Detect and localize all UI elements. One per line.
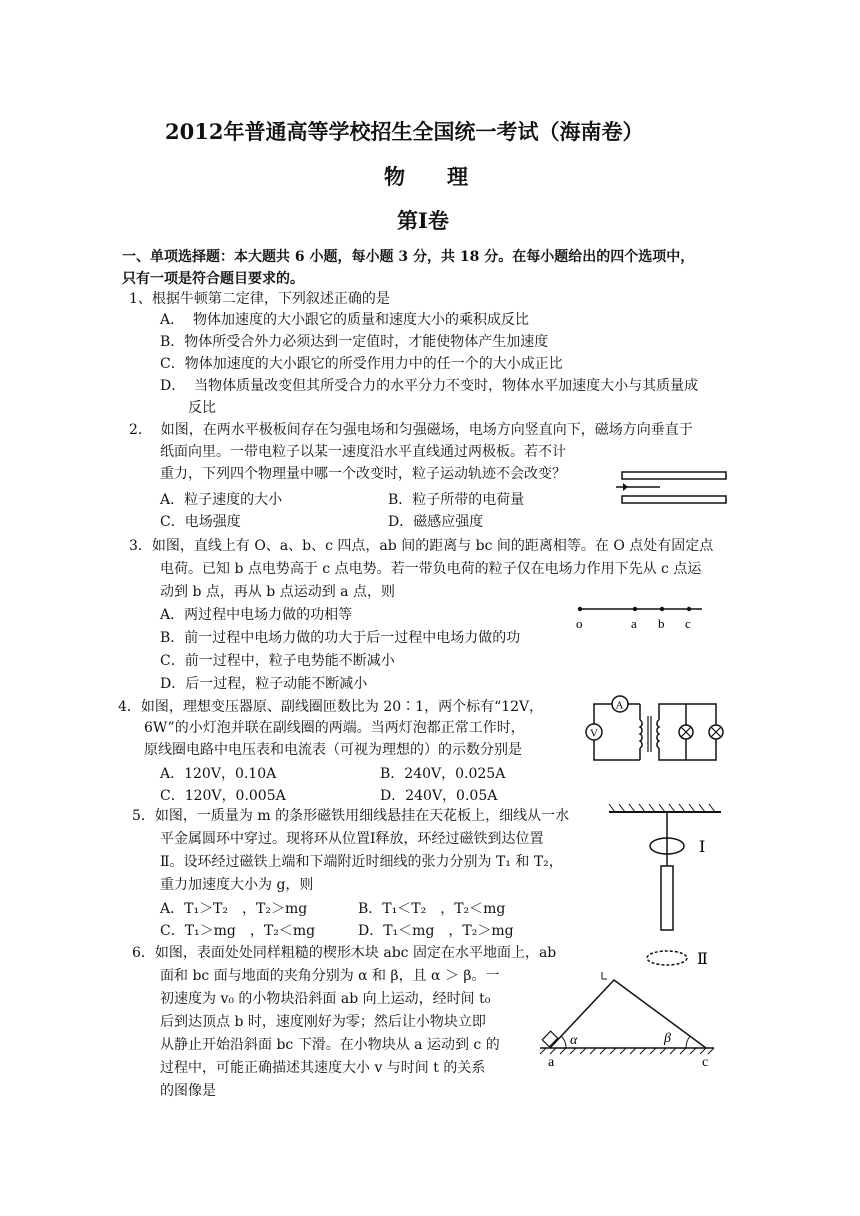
q5-option-a: A．T₁＞T₂ ，T₂＞mg	[160, 901, 308, 917]
q2-option-a: A．粒子速度的大小	[160, 492, 283, 508]
q6-stem-line6: 过程中，可能正确描述其速度大小 v 与时间 t 的关系	[160, 1060, 486, 1076]
q6-label-beta: β	[664, 1031, 671, 1046]
q6-stem-line7: 的图像是	[160, 1083, 216, 1099]
q2-stem-line2: 纸面向里。一带电粒子以某一速度沿水平直线通过两极板。若不计	[160, 444, 566, 460]
q3-option-a: A．两过程中电场力做的功相等	[160, 607, 353, 623]
q4-option-c: C．120V，0.005A	[160, 788, 286, 804]
q3-option-d: D．后一过程，粒子动能不断减小	[160, 676, 368, 692]
q6-label-c: c	[702, 1055, 709, 1070]
q3-label-a: a	[631, 616, 637, 631]
q4-option-d: D．240V，0.05A	[380, 788, 498, 804]
q2-plates-figure	[614, 470, 732, 510]
q5-magnet-ring-figure	[605, 808, 725, 968]
q5-stem-line4: 重力加速度大小为 g，则	[160, 877, 314, 893]
q2-option-d: D．磁感应强度	[388, 514, 484, 530]
q4-ammeter-label: A	[615, 699, 624, 712]
q2-option-c: C．电场强度	[160, 514, 241, 530]
q4-voltmeter-label: V	[590, 727, 598, 740]
q2-stem-line1: 2． 如图，在两水平极板间存在匀强电场和匀强磁场，电场方向竖直向下，磁场方向垂直于	[129, 422, 693, 438]
q5-stem-line3: Ⅱ。设环经过磁铁上端和下端附近时细线的张力分别为 T₁ 和 T₂，	[160, 854, 563, 870]
q4-option-b: B．240V，0.025A	[380, 766, 506, 782]
q4-stem-line3: 原线圈电路中电压表和电流表（可视为理想的）的示数分别是	[144, 742, 522, 758]
q6-stem-line4: 后到达顶点 b 时，速度刚好为零；然后让小物块立即	[160, 1014, 486, 1030]
q3-stem-line1: 3．如图，直线上有 O、a、b、c 四点，ab 间的距离与 bc 间的距离相等。在 O 点处有固定点	[129, 538, 714, 554]
q3-stem-line3: 动到 b 点，再从 b 点运动到 a 点，则	[160, 584, 395, 600]
q3-label-o: o	[576, 616, 583, 631]
q3-label-b: b	[658, 616, 665, 631]
q3-stem-line2: 电荷。已知 b 点电势高于 c 点电势。若一带负电荷的粒子仅在电场力作用下先从 c 点运	[160, 561, 702, 577]
q1-option-d: D． 当物体质量改变但其所受合力的水平分力不变时，物体水平加速度大小与其质量成	[160, 378, 699, 394]
q5-option-c: C．T₁＞mg ，T₂＜mg	[160, 923, 316, 939]
q2-stem-line3: 重力，下列四个物理量中哪一个改变时，粒子运动轨迹不会改变？	[160, 466, 566, 482]
q6-label-a: a	[548, 1055, 555, 1070]
q1-option-a: A． 物体加速度的大小跟它的质量和速度大小的乘积成反比	[160, 312, 530, 328]
q5-label-position-2: Ⅱ	[697, 951, 708, 968]
q5-label-position-1: Ⅰ	[699, 839, 706, 856]
q3-label-c: c	[685, 616, 691, 631]
q6-stem-line3: 初速度为 v₀ 的小物块沿斜面 ab 向上运动，经时间 t₀	[160, 991, 491, 1007]
subject-title: 物 理	[384, 164, 468, 189]
q3-line-points-figure	[572, 600, 712, 632]
q1-option-d-cont: 反比	[188, 400, 216, 416]
q6-stem-line2: 面和 bc 面与地面的夹角分别为 α 和 β，且 α ＞ β。一	[160, 968, 500, 984]
q6-stem-line5: 从静止开始沿斜面 bc 下滑。在小物块从 a 运动到 c 的	[160, 1037, 500, 1053]
q3-option-b: B．前一过程中电场力做的功大于后一过程中电场力做的功	[160, 630, 521, 646]
section-intro-line2: 只有一项是符合题目要求的。	[122, 271, 304, 287]
q3-option-c: C．前一过程中，粒子电势能不断减小	[160, 653, 395, 669]
q5-stem-line2: 平金属圆环中穿过。现将环从位置Ⅰ释放，环经过磁铁到达位置	[160, 831, 544, 847]
q4-stem-line1: 4．如图，理想变压器原、副线圈匝数比为 20∶1，两个标有“12V，	[118, 699, 544, 715]
q1-stem: 1、根据牛顿第二定律，下列叙述正确的是	[129, 291, 390, 307]
q1-option-b: B．物体所受合外力必须达到一定值时，才能使物体产生加速度	[160, 334, 549, 350]
exam-title: 2012年普通高等学校招生全国统一考试（海南卷）	[165, 119, 644, 144]
q5-stem-line1: 5．如图，一质量为 m 的条形磁铁用细线悬挂在天花板上，细线从一水	[132, 808, 570, 824]
q5-option-b: B．T₁＜T₂ ，T₂＜mg	[358, 901, 506, 917]
volume-title: 第Ⅰ卷	[397, 208, 449, 233]
q1-option-c: C．物体加速度的大小跟它的所受作用力中的任一个的大小成正比	[160, 356, 563, 372]
q5-option-d: D．T₁＜mg ，T₂＞mg	[358, 923, 514, 939]
section-intro-line1: 一、单项选择题：本大题共 6 小题，每小题 3 分，共 18 分。在每小题给出的四个选项中，	[122, 249, 695, 265]
q6-wedge-figure	[536, 972, 716, 1072]
q2-option-b: B．粒子所带的电荷量	[388, 492, 525, 508]
q4-stem-line2: 6W”的小灯泡并联在副线圈的两端。当两灯泡都正常工作时，	[144, 720, 525, 736]
q4-transformer-figure	[578, 690, 728, 776]
q6-stem-line1: 6．如图，表面处处同样粗糙的楔形木块 abc 固定在水平地面上，ab	[132, 945, 557, 961]
q6-label-alpha: α	[570, 1033, 578, 1048]
q4-option-a: A．120V，0.10A	[160, 766, 277, 782]
